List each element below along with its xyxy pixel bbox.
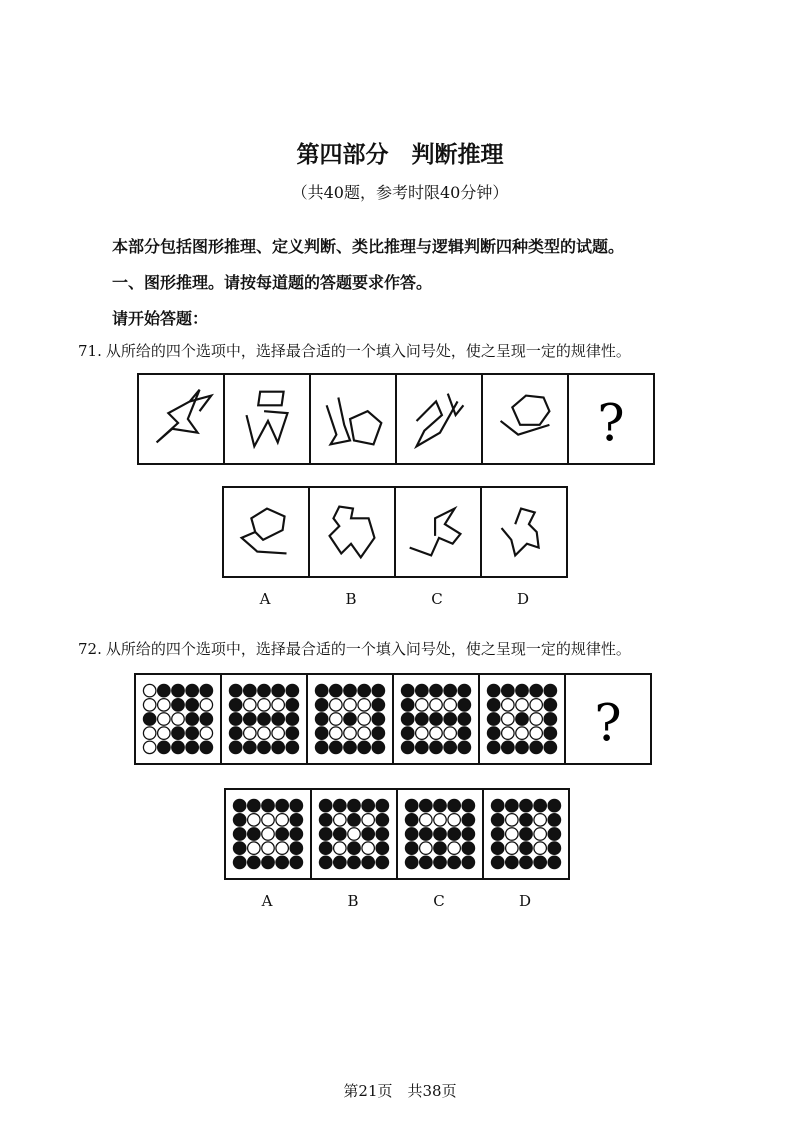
filled-circle: [330, 684, 343, 697]
hollow-circle: [420, 842, 433, 855]
hollow-circle: [502, 699, 515, 712]
filled-circle: [458, 699, 471, 712]
hollow-circle: [276, 842, 289, 855]
filled-circle: [248, 799, 261, 812]
hollow-circle: [244, 727, 257, 740]
hollow-circle: [248, 814, 261, 827]
hollow-circle: [143, 699, 156, 712]
filled-circle: [548, 842, 561, 855]
q71-question-mark-cell: [567, 373, 655, 465]
filled-circle: [233, 828, 246, 841]
filled-circle: [462, 828, 475, 841]
q71-figure-4: [395, 373, 483, 465]
filled-circle: [315, 741, 328, 754]
filled-circle: [286, 741, 299, 754]
filled-circle: [491, 828, 504, 841]
question-text: 从所给的四个选项中，选择最合适的一个填入问号处，使之呈现一定的规律性。: [105, 342, 631, 360]
filled-circle: [444, 684, 457, 697]
filled-circle: [200, 741, 213, 754]
hollow-circle: [272, 699, 285, 712]
filled-circle: [315, 713, 328, 726]
hollow-circle: [334, 814, 347, 827]
filled-circle: [458, 727, 471, 740]
q71-option-c-figure[interactable]: [394, 486, 482, 578]
filled-circle: [315, 699, 328, 712]
filled-circle: [487, 727, 500, 740]
hollow-circle: [276, 814, 289, 827]
q71-figure-5: [481, 373, 569, 465]
filled-circle: [319, 828, 332, 841]
hollow-circle: [158, 699, 171, 712]
hollow-circle: [430, 699, 443, 712]
hollow-circle: [262, 814, 275, 827]
filled-circle: [172, 699, 185, 712]
filled-circle: [272, 684, 285, 697]
hollow-circle: [158, 713, 171, 726]
q72-stem-figures: [134, 673, 652, 765]
filled-circle: [430, 713, 443, 726]
filled-circle: [530, 684, 543, 697]
filled-circle: [376, 828, 389, 841]
q72-figure-5: [478, 673, 566, 765]
filled-circle: [229, 727, 242, 740]
filled-circle: [244, 713, 257, 726]
filled-circle: [290, 856, 303, 869]
filled-circle: [434, 842, 447, 855]
filled-circle: [229, 713, 242, 726]
q71-figure-2: [223, 373, 311, 465]
filled-circle: [344, 741, 357, 754]
filled-circle: [520, 842, 533, 855]
filled-circle: [462, 799, 475, 812]
filled-circle: [487, 713, 500, 726]
filled-circle: [319, 799, 332, 812]
hollow-circle: [530, 713, 543, 726]
section-title: 第四部分 判断推理: [296, 142, 504, 168]
filled-circle: [244, 741, 257, 754]
filled-circle: [405, 842, 418, 855]
question-number: 71.: [78, 342, 102, 360]
q72-option-d-figure[interactable]: [482, 788, 570, 880]
hollow-circle: [200, 699, 213, 712]
filled-circle: [376, 814, 389, 827]
filled-circle: [491, 814, 504, 827]
filled-circle: [348, 814, 361, 827]
filled-circle: [448, 856, 461, 869]
hollow-circle: [444, 699, 457, 712]
hollow-circle: [258, 727, 271, 740]
filled-circle: [534, 799, 547, 812]
filled-circle: [416, 741, 429, 754]
filled-circle: [362, 856, 375, 869]
filled-circle: [401, 727, 414, 740]
option-label-a[interactable]: A: [261, 892, 273, 910]
filled-circle: [344, 684, 357, 697]
filled-circle: [376, 799, 389, 812]
filled-circle: [544, 699, 557, 712]
filled-circle: [158, 684, 171, 697]
filled-circle: [315, 727, 328, 740]
filled-circle: [548, 856, 561, 869]
filled-circle: [458, 741, 471, 754]
filled-circle: [362, 799, 375, 812]
hollow-circle: [506, 828, 519, 841]
filled-circle: [290, 814, 303, 827]
option-label-b[interactable]: B: [347, 892, 359, 910]
filled-circle: [516, 684, 529, 697]
hollow-circle: [248, 842, 261, 855]
filled-circle: [487, 684, 500, 697]
option-label-d[interactable]: D: [518, 892, 532, 910]
q72-option-labels: [224, 892, 568, 910]
filled-circle: [286, 727, 299, 740]
hollow-circle: [416, 699, 429, 712]
filled-circle: [229, 684, 242, 697]
filled-circle: [319, 814, 332, 827]
hollow-circle: [244, 699, 257, 712]
filled-circle: [286, 699, 299, 712]
filled-circle: [372, 741, 385, 754]
filled-circle: [434, 799, 447, 812]
hollow-circle: [172, 713, 185, 726]
hollow-circle: [530, 699, 543, 712]
filled-circle: [286, 713, 299, 726]
filled-circle: [491, 842, 504, 855]
filled-circle: [534, 856, 547, 869]
filled-circle: [520, 828, 533, 841]
q71-figure-1: [137, 373, 225, 465]
q71-figure-3: [309, 373, 397, 465]
hollow-circle: [262, 842, 275, 855]
hollow-circle: [362, 814, 375, 827]
filled-circle: [358, 741, 371, 754]
hollow-circle: [430, 727, 443, 740]
hollow-circle: [330, 699, 343, 712]
filled-circle: [262, 799, 275, 812]
q72-option-a-figure[interactable]: [224, 788, 312, 880]
filled-circle: [506, 856, 519, 869]
filled-circle: [544, 741, 557, 754]
filled-circle: [376, 842, 389, 855]
filled-circle: [290, 828, 303, 841]
filled-circle: [334, 799, 347, 812]
filled-circle: [172, 727, 185, 740]
filled-circle: [401, 741, 414, 754]
filled-circle: [172, 684, 185, 697]
filled-circle: [462, 814, 475, 827]
hollow-circle: [362, 842, 375, 855]
hollow-circle: [434, 814, 447, 827]
hollow-circle: [502, 713, 515, 726]
filled-circle: [276, 828, 289, 841]
filled-circle: [186, 741, 199, 754]
filled-circle: [233, 856, 246, 869]
filled-circle: [319, 856, 332, 869]
q71-options: [222, 486, 568, 578]
hollow-circle: [143, 741, 156, 754]
intro-text: 本部分包括图形推理、定义判断、类比推理与逻辑判断四种类型的试题。: [112, 237, 625, 256]
option-label-d[interactable]: D: [516, 590, 530, 608]
filled-circle: [229, 699, 242, 712]
filled-circle: [233, 842, 246, 855]
hollow-circle: [330, 713, 343, 726]
hollow-circle: [448, 842, 461, 855]
hollow-circle: [506, 842, 519, 855]
filled-circle: [405, 799, 418, 812]
filled-circle: [186, 713, 199, 726]
filled-circle: [420, 856, 433, 869]
filled-circle: [458, 684, 471, 697]
hollow-circle: [262, 828, 275, 841]
q72-question-mark-cell: [564, 673, 652, 765]
filled-circle: [276, 856, 289, 869]
filled-circle: [462, 842, 475, 855]
filled-circle: [487, 699, 500, 712]
hollow-circle: [534, 814, 547, 827]
filled-circle: [416, 684, 429, 697]
filled-circle: [405, 856, 418, 869]
filled-circle: [462, 856, 475, 869]
hollow-circle: [258, 699, 271, 712]
hollow-circle: [516, 727, 529, 740]
filled-circle: [544, 684, 557, 697]
filled-circle: [491, 856, 504, 869]
filled-circle: [272, 741, 285, 754]
filled-circle: [502, 684, 515, 697]
question-mark: ?: [597, 393, 625, 453]
filled-circle: [444, 741, 457, 754]
filled-circle: [448, 799, 461, 812]
filled-circle: [186, 699, 199, 712]
filled-circle: [233, 814, 246, 827]
filled-circle: [262, 856, 275, 869]
filled-circle: [405, 814, 418, 827]
filled-circle: [372, 684, 385, 697]
filled-circle: [258, 741, 271, 754]
filled-circle: [372, 699, 385, 712]
hollow-circle: [358, 727, 371, 740]
filled-circle: [334, 856, 347, 869]
hollow-circle: [330, 727, 343, 740]
filled-circle: [158, 741, 171, 754]
hollow-circle: [344, 699, 357, 712]
q72-options: [224, 788, 570, 880]
filled-circle: [516, 713, 529, 726]
filled-circle: [405, 828, 418, 841]
q72-option-c-figure[interactable]: [396, 788, 484, 880]
hollow-circle: [502, 727, 515, 740]
hollow-circle: [344, 727, 357, 740]
hollow-circle: [506, 814, 519, 827]
filled-circle: [286, 684, 299, 697]
filled-circle: [416, 713, 429, 726]
q71-option-b-figure[interactable]: [308, 486, 396, 578]
q72-option-b-figure[interactable]: [310, 788, 398, 880]
filled-circle: [186, 727, 199, 740]
question-mark: ?: [594, 693, 622, 753]
filled-circle: [401, 699, 414, 712]
filled-circle: [444, 713, 457, 726]
q72-figure-4: [392, 673, 480, 765]
hollow-circle: [516, 699, 529, 712]
q72-figure-3: [306, 673, 394, 765]
filled-circle: [172, 741, 185, 754]
filled-circle: [362, 828, 375, 841]
filled-circle: [258, 713, 271, 726]
filled-circle: [334, 828, 347, 841]
filled-circle: [458, 713, 471, 726]
filled-circle: [520, 856, 533, 869]
question-text: 从所给的四个选项中，选择最合适的一个填入问号处，使之呈现一定的规律性。: [105, 640, 631, 658]
q71-option-d-figure[interactable]: [480, 486, 568, 578]
filled-circle: [506, 799, 519, 812]
filled-circle: [358, 684, 371, 697]
hollow-circle: [200, 727, 213, 740]
filled-circle: [258, 684, 271, 697]
filled-circle: [276, 799, 289, 812]
filled-circle: [319, 842, 332, 855]
q72-figure-1: [134, 673, 222, 765]
hollow-circle: [143, 727, 156, 740]
hollow-circle: [348, 828, 361, 841]
filled-circle: [487, 741, 500, 754]
filled-circle: [420, 828, 433, 841]
filled-circle: [229, 741, 242, 754]
filled-circle: [330, 741, 343, 754]
filled-circle: [544, 713, 557, 726]
start-prompt: 请开始答题：: [112, 309, 209, 328]
hollow-circle: [416, 727, 429, 740]
hollow-circle: [420, 814, 433, 827]
filled-circle: [272, 713, 285, 726]
q71-option-a-figure[interactable]: [222, 486, 310, 578]
option-label-a[interactable]: A: [259, 590, 271, 608]
q72-figure-2: [220, 673, 308, 765]
hollow-circle: [534, 828, 547, 841]
hollow-circle: [272, 727, 285, 740]
option-label-c[interactable]: C: [431, 590, 443, 608]
q71-option-labels: [222, 590, 566, 608]
hollow-circle: [448, 814, 461, 827]
option-label-b[interactable]: B: [345, 590, 357, 608]
filled-circle: [548, 814, 561, 827]
filled-circle: [401, 684, 414, 697]
hollow-circle: [334, 842, 347, 855]
filled-circle: [248, 828, 261, 841]
filled-circle: [430, 741, 443, 754]
filled-circle: [434, 856, 447, 869]
filled-circle: [448, 828, 461, 841]
filled-circle: [548, 799, 561, 812]
hollow-circle: [444, 727, 457, 740]
filled-circle: [315, 684, 328, 697]
filled-circle: [200, 684, 213, 697]
section-subtitle: （共40题，参考时限40分钟）: [291, 183, 509, 202]
q71-stem-figures: [137, 373, 655, 465]
filled-circle: [376, 856, 389, 869]
question-number: 72.: [78, 640, 102, 658]
filled-circle: [401, 713, 414, 726]
hollow-circle: [358, 713, 371, 726]
filled-circle: [502, 741, 515, 754]
filled-circle: [348, 799, 361, 812]
filled-circle: [372, 713, 385, 726]
filled-circle: [344, 713, 357, 726]
hollow-circle: [158, 727, 171, 740]
hollow-circle: [358, 699, 371, 712]
filled-circle: [548, 828, 561, 841]
part-heading: 一、图形推理。请按每道题的答题要求作答。: [112, 273, 433, 292]
filled-circle: [430, 684, 443, 697]
option-label-c[interactable]: C: [433, 892, 445, 910]
filled-circle: [348, 842, 361, 855]
filled-circle: [233, 799, 246, 812]
filled-circle: [248, 856, 261, 869]
filled-circle: [520, 799, 533, 812]
filled-circle: [491, 799, 504, 812]
filled-circle: [290, 842, 303, 855]
filled-circle: [434, 828, 447, 841]
page-footer: 第21页 共38页: [343, 1082, 457, 1100]
hollow-circle: [530, 727, 543, 740]
hollow-circle: [143, 684, 156, 697]
filled-circle: [244, 684, 257, 697]
filled-circle: [516, 741, 529, 754]
filled-circle: [420, 799, 433, 812]
hollow-circle: [534, 842, 547, 855]
filled-circle: [544, 727, 557, 740]
filled-circle: [143, 713, 156, 726]
question-72-stem: [78, 638, 631, 659]
filled-circle: [530, 741, 543, 754]
filled-circle: [200, 713, 213, 726]
filled-circle: [186, 684, 199, 697]
filled-circle: [290, 799, 303, 812]
filled-circle: [520, 814, 533, 827]
filled-circle: [372, 727, 385, 740]
question-71-stem: [78, 340, 631, 361]
filled-circle: [348, 856, 361, 869]
